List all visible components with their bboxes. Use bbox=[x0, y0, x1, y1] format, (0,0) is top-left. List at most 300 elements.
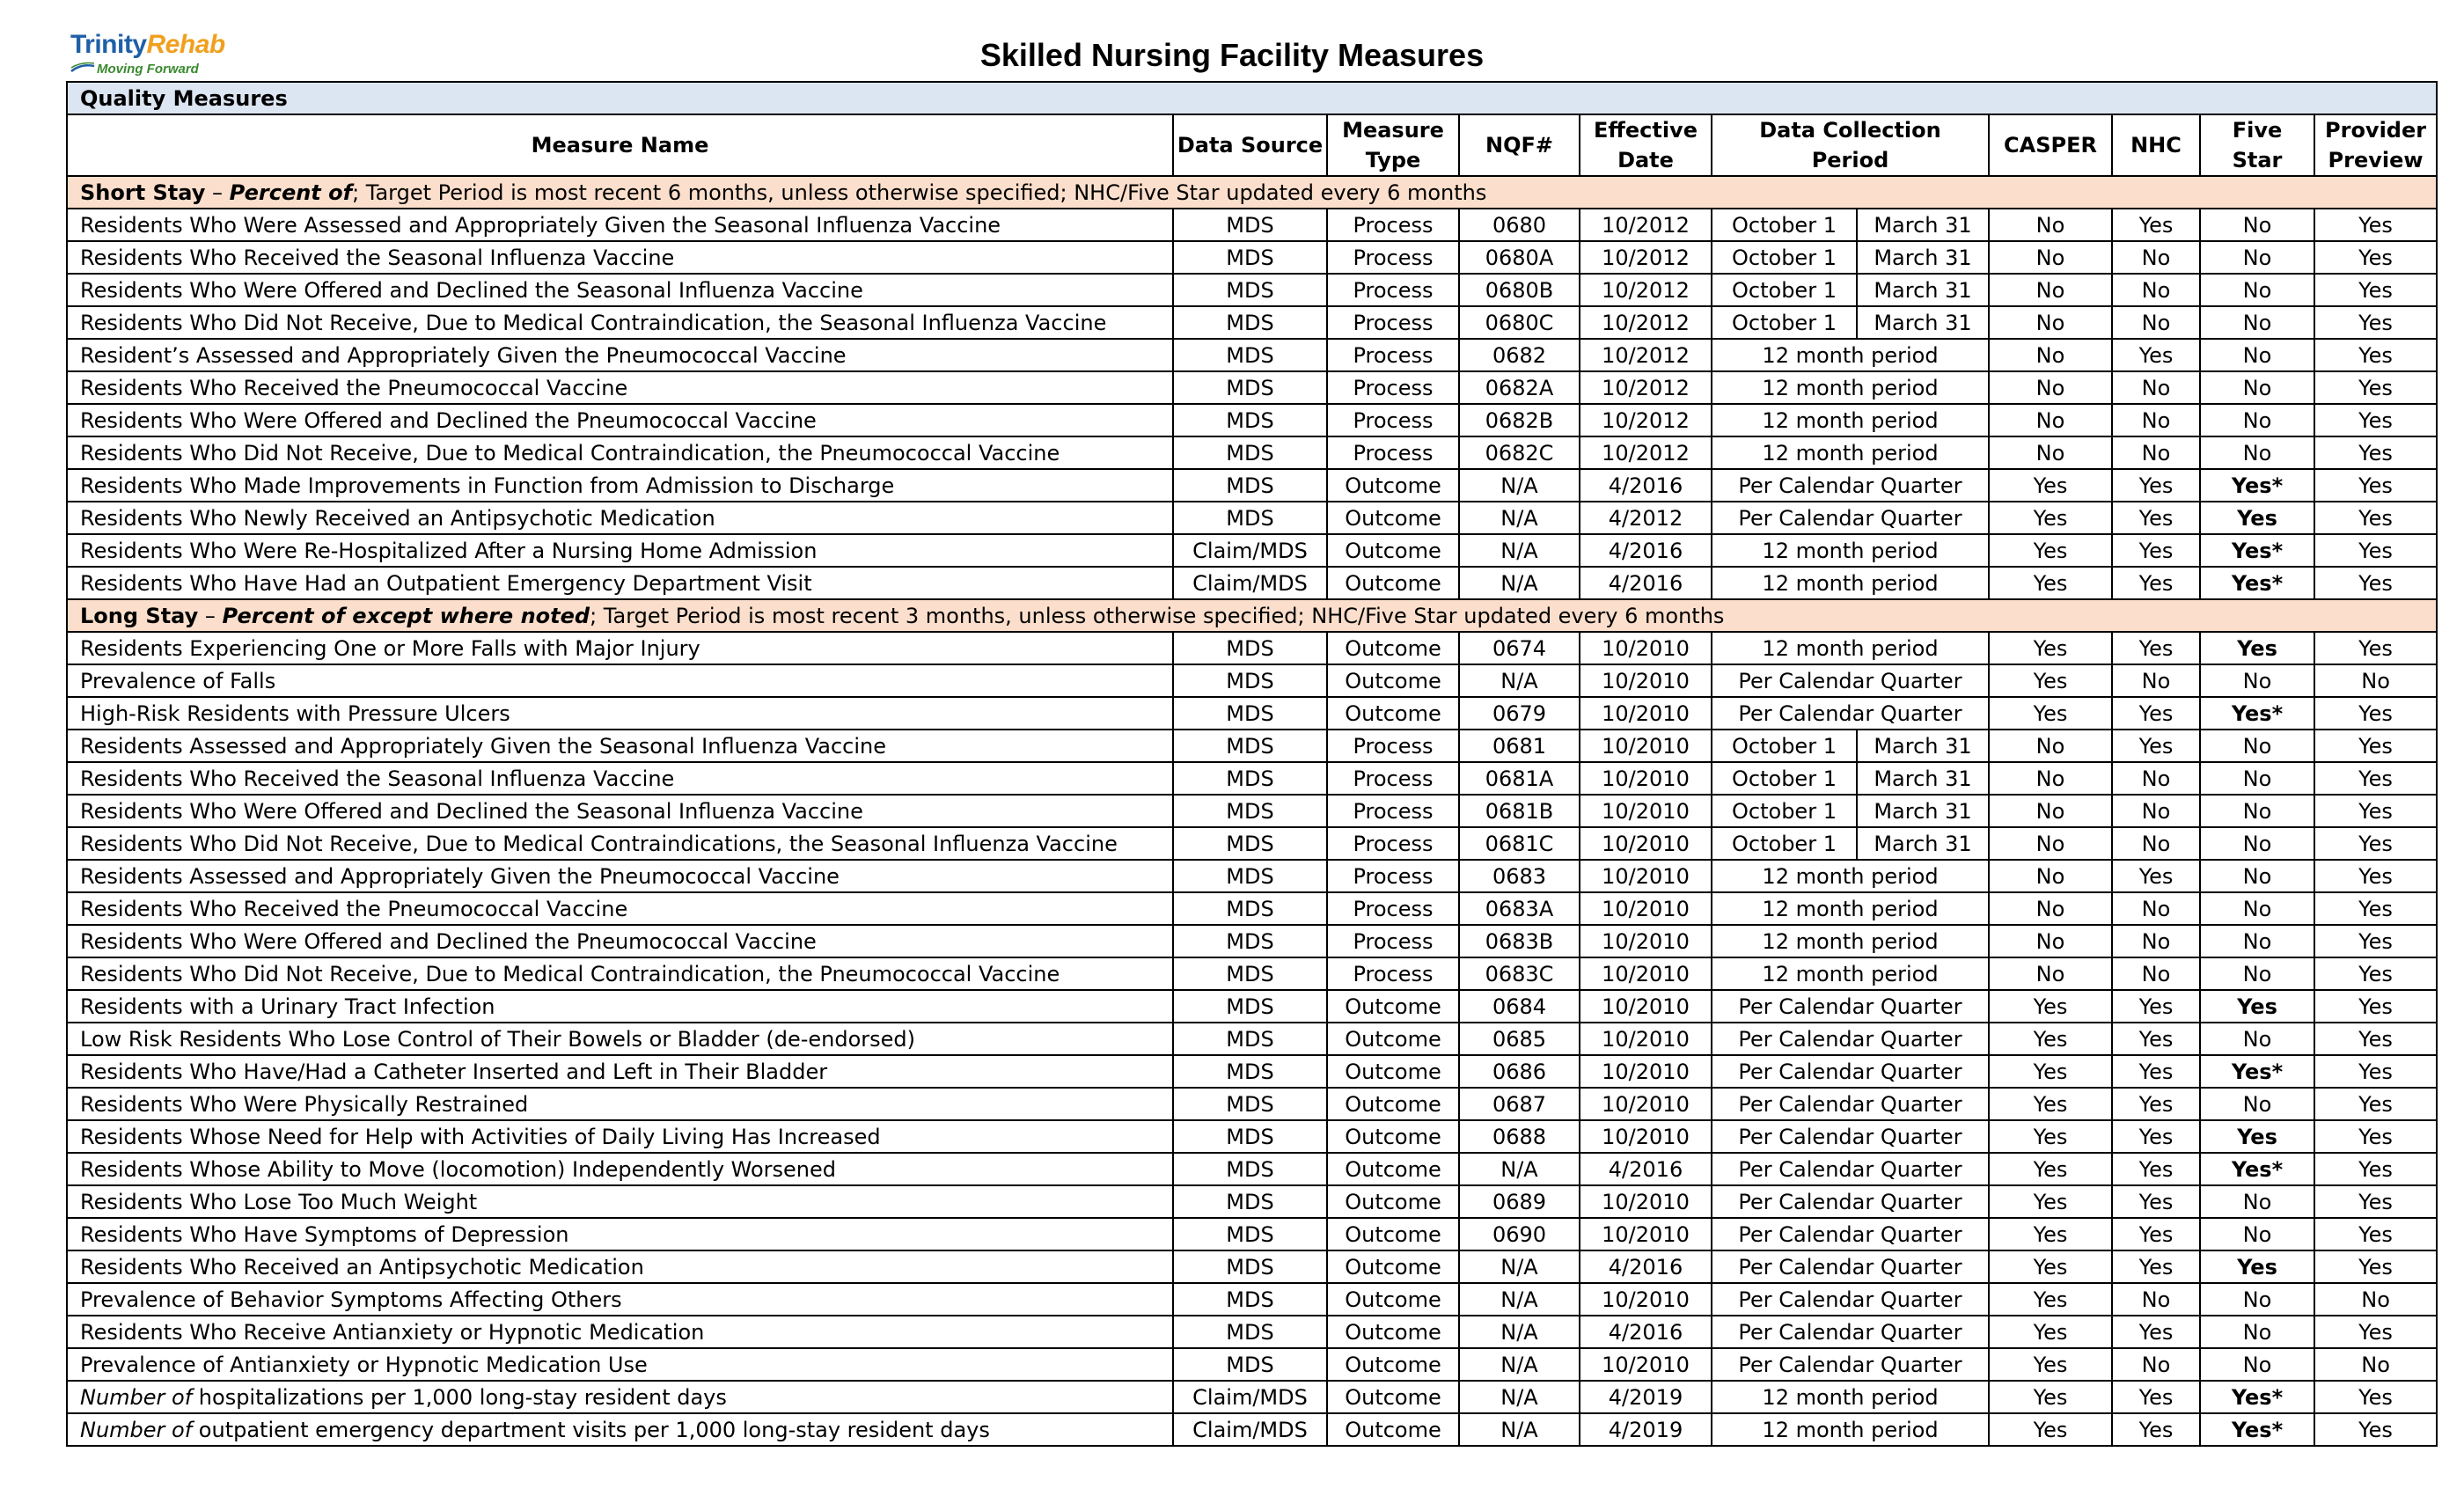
measure-name-cell bbox=[67, 1055, 1173, 1088]
measure-name-cell bbox=[67, 1153, 1173, 1185]
measure-name: Residents Who Were Re-Hospitalized After a Nursing Home Admission bbox=[80, 538, 818, 563]
nqf-cell: 0683B bbox=[1459, 925, 1580, 957]
nhc-cell: Yes bbox=[2112, 1185, 2200, 1218]
measure-name: Prevalence of Antianxiety or Hypnotic Medication Use bbox=[80, 1352, 648, 1377]
data-source-cell: MDS bbox=[1173, 697, 1327, 730]
casper-cell: No bbox=[1989, 762, 2112, 795]
measure-type-cell: Outcome bbox=[1327, 990, 1459, 1023]
table-body bbox=[67, 176, 2437, 1446]
casper-cell: Yes bbox=[1989, 1413, 2112, 1446]
data-source-cell: MDS bbox=[1173, 1316, 1327, 1348]
measure-type-cell: Outcome bbox=[1327, 1348, 1459, 1381]
effective-date-cell: 4/2016 bbox=[1580, 534, 1712, 567]
nqf-cell: 0681A bbox=[1459, 762, 1580, 795]
provider-preview-cell: Yes bbox=[2314, 436, 2437, 469]
nqf-cell: 0680A bbox=[1459, 241, 1580, 274]
five-star-cell: No bbox=[2200, 1218, 2314, 1250]
data-source-cell: MDS bbox=[1173, 730, 1327, 762]
data-source-cell: MDS bbox=[1173, 469, 1327, 502]
data-source-cell: MDS bbox=[1173, 1283, 1327, 1316]
effective-date-cell: 4/2019 bbox=[1580, 1413, 1712, 1446]
table-row bbox=[67, 1088, 2437, 1120]
nhc-cell: Yes bbox=[2112, 209, 2200, 241]
period-start-cell: October 1 bbox=[1712, 306, 1857, 339]
nhc-cell: No bbox=[2112, 274, 2200, 306]
measure-name-cell bbox=[67, 567, 1173, 599]
nqf-cell: 0681C bbox=[1459, 827, 1580, 860]
provider-preview-cell: Yes bbox=[2314, 1023, 2437, 1055]
five-star-cell: Yes bbox=[2200, 990, 2314, 1023]
measure-name-cell bbox=[67, 730, 1173, 762]
data-source-cell: MDS bbox=[1173, 502, 1327, 534]
provider-preview-cell: No bbox=[2314, 1348, 2437, 1381]
measures-table bbox=[66, 81, 2438, 1447]
nhc-cell: Yes bbox=[2112, 860, 2200, 892]
five-star-cell: No bbox=[2200, 925, 2314, 957]
measure-type-cell: Process bbox=[1327, 339, 1459, 371]
nhc-cell: No bbox=[2112, 371, 2200, 404]
measure-type-cell: Outcome bbox=[1327, 1023, 1459, 1055]
data-source-cell: MDS bbox=[1173, 241, 1327, 274]
data-source-cell: MDS bbox=[1173, 860, 1327, 892]
section-description: ; Target Period is most recent 3 months, unless otherwise specified; NHC/Five Star updated every 6 months bbox=[590, 603, 1725, 628]
measure-type-cell: Outcome bbox=[1327, 664, 1459, 697]
measure-name-cell bbox=[67, 534, 1173, 567]
provider-preview-cell: Yes bbox=[2314, 1120, 2437, 1153]
nqf-cell: N/A bbox=[1459, 567, 1580, 599]
casper-cell: No bbox=[1989, 241, 2112, 274]
casper-cell: Yes bbox=[1989, 1120, 2112, 1153]
measure-name: Residents Who Newly Received an Antipsychotic Medication bbox=[80, 505, 715, 531]
table-row bbox=[67, 632, 2437, 664]
nqf-cell: N/A bbox=[1459, 1250, 1580, 1283]
table-row bbox=[67, 1413, 2437, 1446]
data-source-cell: MDS bbox=[1173, 795, 1327, 827]
data-source-cell: MDS bbox=[1173, 1348, 1327, 1381]
measure-name: Low Risk Residents Who Lose Control of Their Bowels or Bladder (de-endorsed) bbox=[80, 1026, 916, 1052]
nqf-cell: 0681 bbox=[1459, 730, 1580, 762]
provider-preview-cell: Yes bbox=[2314, 925, 2437, 957]
measure-type-cell: Outcome bbox=[1327, 1218, 1459, 1250]
effective-date-cell: 10/2010 bbox=[1580, 1088, 1712, 1120]
data-source-cell: MDS bbox=[1173, 1185, 1327, 1218]
measure-name-cell bbox=[67, 860, 1173, 892]
data-source-cell: MDS bbox=[1173, 664, 1327, 697]
data-source-cell: MDS bbox=[1173, 827, 1327, 860]
period-end-cell: March 31 bbox=[1857, 795, 1989, 827]
collection-period-cell: 12 month period bbox=[1712, 632, 1989, 664]
casper-cell: No bbox=[1989, 339, 2112, 371]
measure-name: Residents Who Were Offered and Declined the Seasonal Influenza Vaccine bbox=[80, 277, 863, 303]
measure-type-cell: Process bbox=[1327, 892, 1459, 925]
measure-type-cell: Outcome bbox=[1327, 1381, 1459, 1413]
table-row bbox=[67, 795, 2437, 827]
table-row bbox=[67, 925, 2437, 957]
header-collection-period: Data Collection Period bbox=[1712, 114, 1989, 176]
provider-preview-cell: Yes bbox=[2314, 1413, 2437, 1446]
casper-cell: Yes bbox=[1989, 1381, 2112, 1413]
measure-name: Residents Who Receive Antianxiety or Hypnotic Medication bbox=[80, 1319, 705, 1345]
effective-date-cell: 10/2010 bbox=[1580, 697, 1712, 730]
section-dash: – bbox=[198, 603, 223, 628]
effective-date-cell: 10/2010 bbox=[1580, 730, 1712, 762]
nqf-cell: 0683A bbox=[1459, 892, 1580, 925]
measure-type-cell: Process bbox=[1327, 274, 1459, 306]
measure-name: Residents Who Did Not Receive, Due to Medical Contraindication, the Seasonal Influenza Vaccine bbox=[80, 310, 1107, 335]
nqf-cell: 0679 bbox=[1459, 697, 1580, 730]
five-star-cell: No bbox=[2200, 1283, 2314, 1316]
section-dash: – bbox=[205, 180, 230, 205]
collection-period-cell: Per Calendar Quarter bbox=[1712, 469, 1989, 502]
nhc-cell: Yes bbox=[2112, 339, 2200, 371]
header-measure-type: Measure Type bbox=[1327, 114, 1459, 176]
measure-name: Residents Who Were Physically Restrained bbox=[80, 1091, 529, 1117]
nqf-cell: 0686 bbox=[1459, 1055, 1580, 1088]
nhc-cell: Yes bbox=[2112, 1120, 2200, 1153]
period-end-cell: March 31 bbox=[1857, 730, 1989, 762]
nhc-cell: No bbox=[2112, 957, 2200, 990]
table-row bbox=[67, 209, 2437, 241]
table-row bbox=[67, 1218, 2437, 1250]
five-star-cell: Yes bbox=[2200, 1250, 2314, 1283]
page-title: Skilled Nursing Facility Measures bbox=[979, 37, 1485, 73]
nhc-cell: Yes bbox=[2112, 730, 2200, 762]
casper-cell: Yes bbox=[1989, 1153, 2112, 1185]
measure-name: Prevalence of Falls bbox=[80, 668, 276, 693]
five-star-cell: No bbox=[2200, 306, 2314, 339]
measure-type-cell: Outcome bbox=[1327, 1120, 1459, 1153]
collection-period-cell: Per Calendar Quarter bbox=[1712, 1153, 1989, 1185]
collection-period-cell: 12 month period bbox=[1712, 957, 1989, 990]
casper-cell: No bbox=[1989, 306, 2112, 339]
provider-preview-cell: Yes bbox=[2314, 1088, 2437, 1120]
measure-name-cell bbox=[67, 1348, 1173, 1381]
collection-period-cell: Per Calendar Quarter bbox=[1712, 1218, 1989, 1250]
effective-date-cell: 10/2012 bbox=[1580, 339, 1712, 371]
data-source-cell: MDS bbox=[1173, 1153, 1327, 1185]
measure-type-cell: Outcome bbox=[1327, 632, 1459, 664]
collection-period-cell: 12 month period bbox=[1712, 404, 1989, 436]
collection-period-cell: 12 month period bbox=[1712, 534, 1989, 567]
nhc-cell: Yes bbox=[2112, 469, 2200, 502]
data-source-cell: MDS bbox=[1173, 306, 1327, 339]
measure-name: Residents Who Received an Antipsychotic Medication bbox=[80, 1254, 644, 1280]
table-row bbox=[67, 1120, 2437, 1153]
data-source-cell: MDS bbox=[1173, 957, 1327, 990]
provider-preview-cell: Yes bbox=[2314, 1153, 2437, 1185]
five-star-cell: No bbox=[2200, 241, 2314, 274]
nhc-cell: Yes bbox=[2112, 1088, 2200, 1120]
header-effective-date: Effective Date bbox=[1580, 114, 1712, 176]
period-end-cell: March 31 bbox=[1857, 241, 1989, 274]
casper-cell: Yes bbox=[1989, 1250, 2112, 1283]
five-star-cell: No bbox=[2200, 1023, 2314, 1055]
data-source-cell: MDS bbox=[1173, 762, 1327, 795]
measure-name-cell bbox=[67, 1088, 1173, 1120]
group-header-row bbox=[67, 82, 2437, 114]
data-source-cell: MDS bbox=[1173, 1250, 1327, 1283]
provider-preview-cell: Yes bbox=[2314, 567, 2437, 599]
measure-name-cell bbox=[67, 632, 1173, 664]
measure-name: outpatient emergency department visits per 1,000 long-stay resident days bbox=[192, 1417, 990, 1442]
measure-name-cell bbox=[67, 925, 1173, 957]
table-row bbox=[67, 436, 2437, 469]
casper-cell: Yes bbox=[1989, 1185, 2112, 1218]
period-start-cell: October 1 bbox=[1712, 274, 1857, 306]
measure-type-cell: Outcome bbox=[1327, 1153, 1459, 1185]
collection-period-cell: 12 month period bbox=[1712, 567, 1989, 599]
provider-preview-cell: Yes bbox=[2314, 306, 2437, 339]
table-row bbox=[67, 664, 2437, 697]
collection-period-cell: Per Calendar Quarter bbox=[1712, 1088, 1989, 1120]
measure-name-cell bbox=[67, 1413, 1173, 1446]
collection-period-cell: Per Calendar Quarter bbox=[1712, 1185, 1989, 1218]
nqf-cell: N/A bbox=[1459, 1413, 1580, 1446]
nqf-cell: 0680 bbox=[1459, 209, 1580, 241]
measure-name: Prevalence of Behavior Symptoms Affecting Others bbox=[80, 1287, 622, 1312]
table-row bbox=[67, 827, 2437, 860]
effective-date-cell: 10/2010 bbox=[1580, 990, 1712, 1023]
nhc-cell: No bbox=[2112, 1283, 2200, 1316]
five-star-cell: No bbox=[2200, 1185, 2314, 1218]
section-scope bbox=[223, 604, 590, 628]
measure-name: Residents Who Were Offered and Declined the Seasonal Influenza Vaccine bbox=[80, 798, 863, 824]
nqf-cell: 0680B bbox=[1459, 274, 1580, 306]
nqf-cell: 0690 bbox=[1459, 1218, 1580, 1250]
casper-cell: Yes bbox=[1989, 502, 2112, 534]
section-scope bbox=[230, 180, 352, 205]
provider-preview-cell: Yes bbox=[2314, 404, 2437, 436]
nqf-cell: 0687 bbox=[1459, 1088, 1580, 1120]
nhc-cell: Yes bbox=[2112, 1413, 2200, 1446]
nhc-cell: Yes bbox=[2112, 632, 2200, 664]
measure-name-cell bbox=[67, 1185, 1173, 1218]
measure-type-cell: Outcome bbox=[1327, 1088, 1459, 1120]
group-label: Quality Measures bbox=[67, 82, 2437, 114]
measure-name-prefix: Number of bbox=[80, 1417, 193, 1442]
nhc-cell: No bbox=[2112, 241, 2200, 274]
table-row bbox=[67, 274, 2437, 306]
nhc-cell: Yes bbox=[2112, 1250, 2200, 1283]
measure-type-cell: Outcome bbox=[1327, 1185, 1459, 1218]
effective-date-cell: 10/2010 bbox=[1580, 1283, 1712, 1316]
effective-date-cell: 10/2012 bbox=[1580, 436, 1712, 469]
nqf-cell: 0683 bbox=[1459, 860, 1580, 892]
nhc-cell: Yes bbox=[2112, 1055, 2200, 1088]
collection-period-cell: Per Calendar Quarter bbox=[1712, 664, 1989, 697]
data-source-cell: Claim/MDS bbox=[1173, 1413, 1327, 1446]
nhc-cell: Yes bbox=[2112, 1218, 2200, 1250]
collection-period-cell: Per Calendar Quarter bbox=[1712, 990, 1989, 1023]
data-source-cell: MDS bbox=[1173, 632, 1327, 664]
measure-name: Residents Whose Ability to Move (locomotion) Independently Worsened bbox=[80, 1156, 837, 1182]
section-title: Short Stay bbox=[80, 180, 206, 205]
table-row bbox=[67, 1316, 2437, 1348]
effective-date-cell: 10/2012 bbox=[1580, 274, 1712, 306]
provider-preview-cell: Yes bbox=[2314, 1381, 2437, 1413]
nqf-cell: N/A bbox=[1459, 1348, 1580, 1381]
provider-preview-cell: Yes bbox=[2314, 1218, 2437, 1250]
measure-name: Residents Experiencing One or More Falls with Major Injury bbox=[80, 635, 700, 661]
effective-date-cell: 10/2010 bbox=[1580, 1023, 1712, 1055]
data-source-cell: MDS bbox=[1173, 1088, 1327, 1120]
casper-cell: No bbox=[1989, 404, 2112, 436]
measure-name: Residents Who Have Symptoms of Depression bbox=[80, 1221, 569, 1247]
table-row bbox=[67, 1023, 2437, 1055]
measure-type-cell: Outcome bbox=[1327, 567, 1459, 599]
measure-name: Residents Whose Need for Help with Activities of Daily Living Has Increased bbox=[80, 1124, 881, 1149]
nqf-cell: 0685 bbox=[1459, 1023, 1580, 1055]
effective-date-cell: 4/2016 bbox=[1580, 1153, 1712, 1185]
table-row bbox=[67, 1185, 2437, 1218]
data-source-cell: MDS bbox=[1173, 274, 1327, 306]
provider-preview-cell: Yes bbox=[2314, 1316, 2437, 1348]
period-start-cell: October 1 bbox=[1712, 730, 1857, 762]
table-row bbox=[67, 469, 2437, 502]
five-star-cell: No bbox=[2200, 827, 2314, 860]
logo-brand-b: Rehab bbox=[146, 30, 225, 59]
five-star-cell: Yes bbox=[2200, 502, 2314, 534]
nqf-cell: 0689 bbox=[1459, 1185, 1580, 1218]
five-star-cell: Yes* bbox=[2200, 1413, 2314, 1446]
provider-preview-cell: Yes bbox=[2314, 241, 2437, 274]
casper-cell: No bbox=[1989, 957, 2112, 990]
measure-type-cell: Process bbox=[1327, 404, 1459, 436]
casper-cell: No bbox=[1989, 827, 2112, 860]
five-star-cell: No bbox=[2200, 860, 2314, 892]
five-star-cell: Yes* bbox=[2200, 469, 2314, 502]
casper-cell: No bbox=[1989, 860, 2112, 892]
measure-type-cell: Outcome bbox=[1327, 534, 1459, 567]
five-star-cell: No bbox=[2200, 1316, 2314, 1348]
data-source-cell: MDS bbox=[1173, 1023, 1327, 1055]
measure-name: High-Risk Residents with Pressure Ulcers bbox=[80, 700, 510, 726]
casper-cell: Yes bbox=[1989, 567, 2112, 599]
five-star-cell: No bbox=[2200, 404, 2314, 436]
data-source-cell: Claim/MDS bbox=[1173, 1381, 1327, 1413]
measure-name-cell bbox=[67, 664, 1173, 697]
measure-name-cell bbox=[67, 957, 1173, 990]
data-source-cell: MDS bbox=[1173, 892, 1327, 925]
casper-cell: Yes bbox=[1989, 1055, 2112, 1088]
five-star-cell: Yes* bbox=[2200, 1153, 2314, 1185]
measure-name: Residents Assessed and Appropriately Given the Pneumococcal Vaccine bbox=[80, 863, 840, 889]
nhc-cell: Yes bbox=[2112, 990, 2200, 1023]
measure-type-cell: Process bbox=[1327, 860, 1459, 892]
casper-cell: No bbox=[1989, 371, 2112, 404]
effective-date-cell: 10/2010 bbox=[1580, 1055, 1712, 1088]
casper-cell: Yes bbox=[1989, 1283, 2112, 1316]
provider-preview-cell: Yes bbox=[2314, 209, 2437, 241]
measure-name: Residents Who Were Offered and Declined the Pneumococcal Vaccine bbox=[80, 928, 817, 954]
nqf-cell: N/A bbox=[1459, 502, 1580, 534]
measure-name: Residents Who Did Not Receive, Due to Medical Contraindication, the Pneumococcal Vaccine bbox=[80, 440, 1060, 466]
measure-type-cell: Outcome bbox=[1327, 1283, 1459, 1316]
collection-period-cell: 12 month period bbox=[1712, 339, 1989, 371]
casper-cell: Yes bbox=[1989, 534, 2112, 567]
measure-name: Residents Who Have/Had a Catheter Inserted and Left in Their Bladder bbox=[80, 1059, 828, 1084]
measure-name-cell bbox=[67, 241, 1173, 274]
nqf-cell: 0682B bbox=[1459, 404, 1580, 436]
table-row bbox=[67, 1348, 2437, 1381]
measure-name-cell bbox=[67, 1023, 1173, 1055]
provider-preview-cell: Yes bbox=[2314, 1250, 2437, 1283]
five-star-cell: No bbox=[2200, 762, 2314, 795]
period-start-cell: October 1 bbox=[1712, 827, 1857, 860]
provider-preview-cell: Yes bbox=[2314, 632, 2437, 664]
table-row bbox=[67, 339, 2437, 371]
data-source-cell: MDS bbox=[1173, 1218, 1327, 1250]
section-header-row bbox=[67, 176, 2437, 209]
nqf-cell: 0684 bbox=[1459, 990, 1580, 1023]
collection-period-cell: 12 month period bbox=[1712, 925, 1989, 957]
five-star-cell: No bbox=[2200, 730, 2314, 762]
table-row bbox=[67, 404, 2437, 436]
nqf-cell: N/A bbox=[1459, 1283, 1580, 1316]
table-row bbox=[67, 1283, 2437, 1316]
measure-name-cell bbox=[67, 339, 1173, 371]
table-row bbox=[67, 762, 2437, 795]
nhc-cell: Yes bbox=[2112, 567, 2200, 599]
nqf-cell: N/A bbox=[1459, 664, 1580, 697]
five-star-cell: No bbox=[2200, 1088, 2314, 1120]
section-scope-text: Percent of except where noted bbox=[222, 603, 590, 628]
data-source-cell: MDS bbox=[1173, 209, 1327, 241]
measure-type-cell: Process bbox=[1327, 730, 1459, 762]
effective-date-cell: 10/2012 bbox=[1580, 404, 1712, 436]
collection-period-cell: Per Calendar Quarter bbox=[1712, 697, 1989, 730]
provider-preview-cell: Yes bbox=[2314, 990, 2437, 1023]
casper-cell: No bbox=[1989, 436, 2112, 469]
nqf-cell: 0688 bbox=[1459, 1120, 1580, 1153]
nhc-cell: Yes bbox=[2112, 1023, 2200, 1055]
data-source-cell: Claim/MDS bbox=[1173, 567, 1327, 599]
section-header-row bbox=[67, 599, 2437, 632]
collection-period-cell: Per Calendar Quarter bbox=[1712, 1250, 1989, 1283]
provider-preview-cell: Yes bbox=[2314, 762, 2437, 795]
nhc-cell: Yes bbox=[2112, 1153, 2200, 1185]
measure-type-cell: Process bbox=[1327, 957, 1459, 990]
nhc-cell: No bbox=[2112, 925, 2200, 957]
header-five-star: Five Star bbox=[2200, 114, 2314, 176]
collection-period-cell: Per Calendar Quarter bbox=[1712, 1120, 1989, 1153]
collection-period-cell: Per Calendar Quarter bbox=[1712, 1283, 1989, 1316]
data-source-cell: MDS bbox=[1173, 925, 1327, 957]
five-star-cell: Yes* bbox=[2200, 534, 2314, 567]
measure-name-prefix: Number of bbox=[80, 1384, 193, 1410]
header-measure-name: Measure Name bbox=[67, 114, 1173, 176]
five-star-cell: No bbox=[2200, 274, 2314, 306]
effective-date-cell: 10/2010 bbox=[1580, 860, 1712, 892]
five-star-cell: No bbox=[2200, 339, 2314, 371]
measure-name: Residents Who Received the Pneumococcal Vaccine bbox=[80, 375, 628, 400]
period-start-cell: October 1 bbox=[1712, 795, 1857, 827]
nhc-cell: Yes bbox=[2112, 534, 2200, 567]
effective-date-cell: 10/2010 bbox=[1580, 827, 1712, 860]
nhc-cell: Yes bbox=[2112, 1381, 2200, 1413]
column-header-row bbox=[67, 114, 2437, 176]
measure-name-cell bbox=[67, 274, 1173, 306]
data-source-cell: MDS bbox=[1173, 990, 1327, 1023]
table-row bbox=[67, 534, 2437, 567]
data-source-cell: MDS bbox=[1173, 339, 1327, 371]
collection-period-cell: 12 month period bbox=[1712, 1381, 1989, 1413]
table-row bbox=[67, 860, 2437, 892]
five-star-cell: Yes* bbox=[2200, 697, 2314, 730]
measure-name-cell bbox=[67, 1283, 1173, 1316]
period-end-cell: March 31 bbox=[1857, 306, 1989, 339]
measure-name-cell bbox=[67, 436, 1173, 469]
